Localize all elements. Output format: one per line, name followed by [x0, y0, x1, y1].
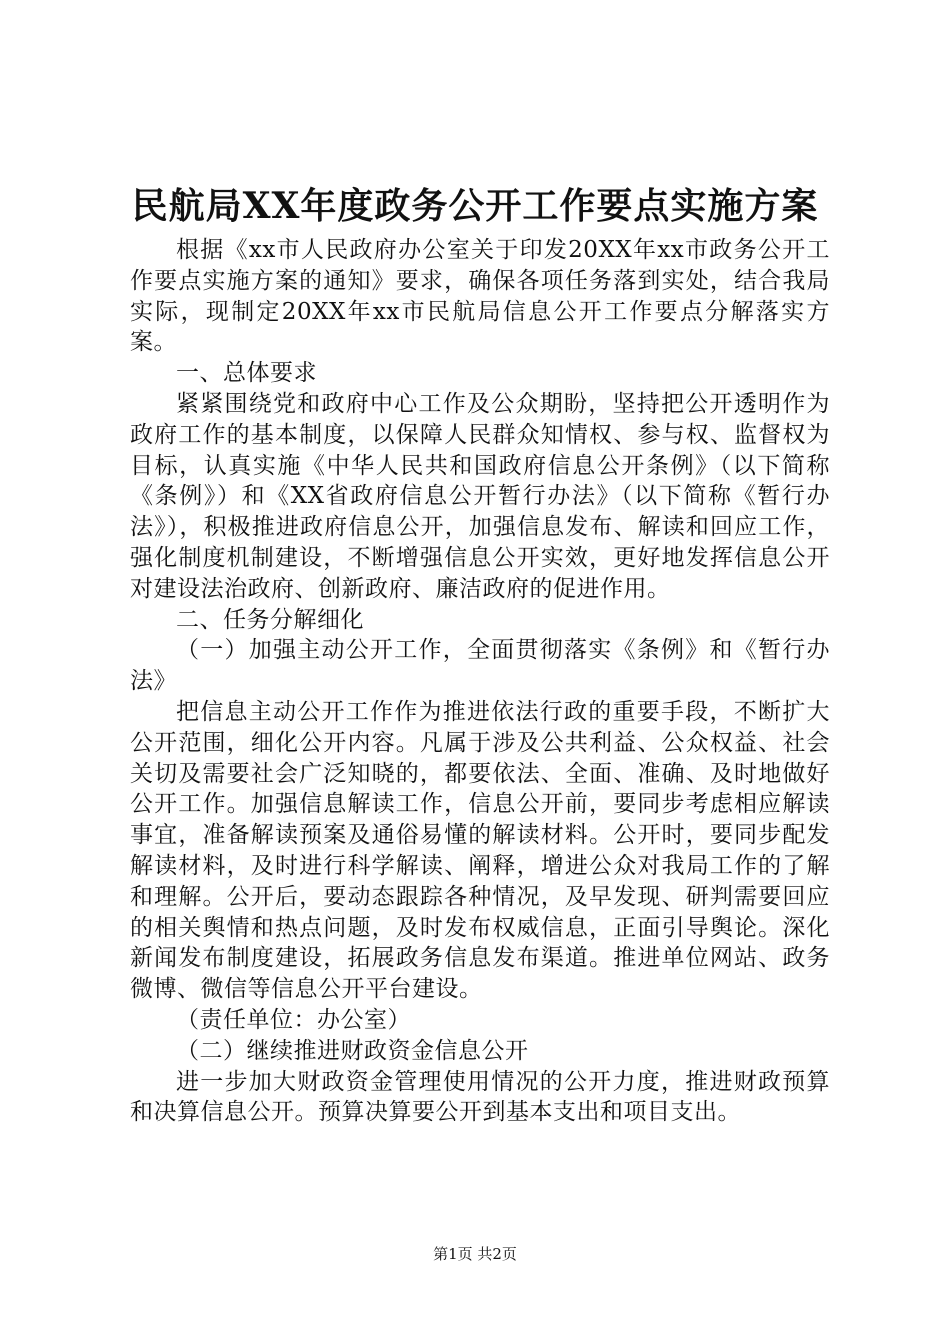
document-title: 民航局XX年度政务公开工作要点实施方案: [131, 185, 819, 227]
subsection-2-paragraph: 进一步加大财政资金管理使用情况的公开力度，推进财政预算和决算信息公开。预算决算要公开到基本支出和项目支出。: [130, 1068, 830, 1126]
general-requirements-paragraph: 紧紧围绕党和政府中心工作及公众期盼，坚持把公开透明作为政府工作的基本制度，以保障人民群众知情权、参与权、监督权为目标，认真实施《中华人民共和国政府信息公开条例》（以下简称《条例》）和《XX省政府信息公开暂行办法》（以下简称《暂行办法》），积极推进政府信息公开，加强信息发布、解读和回应工作，强化制度机制建设，不断增强信息公开实效，更好地发挥信息公开对建设法治政府、创新政府、廉洁政府的促进作用。: [130, 390, 830, 602]
section-heading-general: 一、总体要求: [176, 360, 317, 387]
subsection-heading-2: （二）继续推进财政资金信息公开: [176, 1037, 529, 1064]
intro-paragraph: 根据《xx市人民政府办公室关于印发20XX年xx市政务公开工作要点实施方案的通知》要求，确保各项任务落到实处，结合我局实际，现制定20XX年xx市民航局信息公开工作要点分解落实方案。: [130, 237, 830, 356]
page-footer: 第1页 共2页: [433, 1245, 517, 1263]
responsible-unit-note: （责任单位：办公室）: [176, 1006, 411, 1033]
subsection-heading-1: （一）加强主动公开工作，全面贯彻落实《条例》和《暂行办法》: [130, 637, 830, 695]
document-body: [130, 235, 830, 1128]
subsection-1-paragraph: 把信息主动公开工作作为推进依法行政的重要手段，不断扩大公开范围，细化公开内容。凡属于涉及公共利益、公众权益、社会关切及需要社会广泛知晓的，都要依法、全面、准确、及时地做好公开工作。加强信息解读工作，信息公开前，要同步考虑相应解读事宜，准备解读预案及通俗易懂的解读材料。公开时，要同步配发解读材料，及时进行科学解读、阐释，增进公众对我局工作的了解和理解。公开后，要动态跟踪各种情况，及早发现、研判需要回应的相关舆情和热点问题，及时发布权威信息，正面引导舆论。深化新闻发布制度建设，拓展政务信息发布渠道。推进单位网站、政务微博、微信等信息公开平台建设。: [130, 698, 830, 1003]
section-heading-tasks: 二、任务分解细化: [176, 606, 364, 633]
